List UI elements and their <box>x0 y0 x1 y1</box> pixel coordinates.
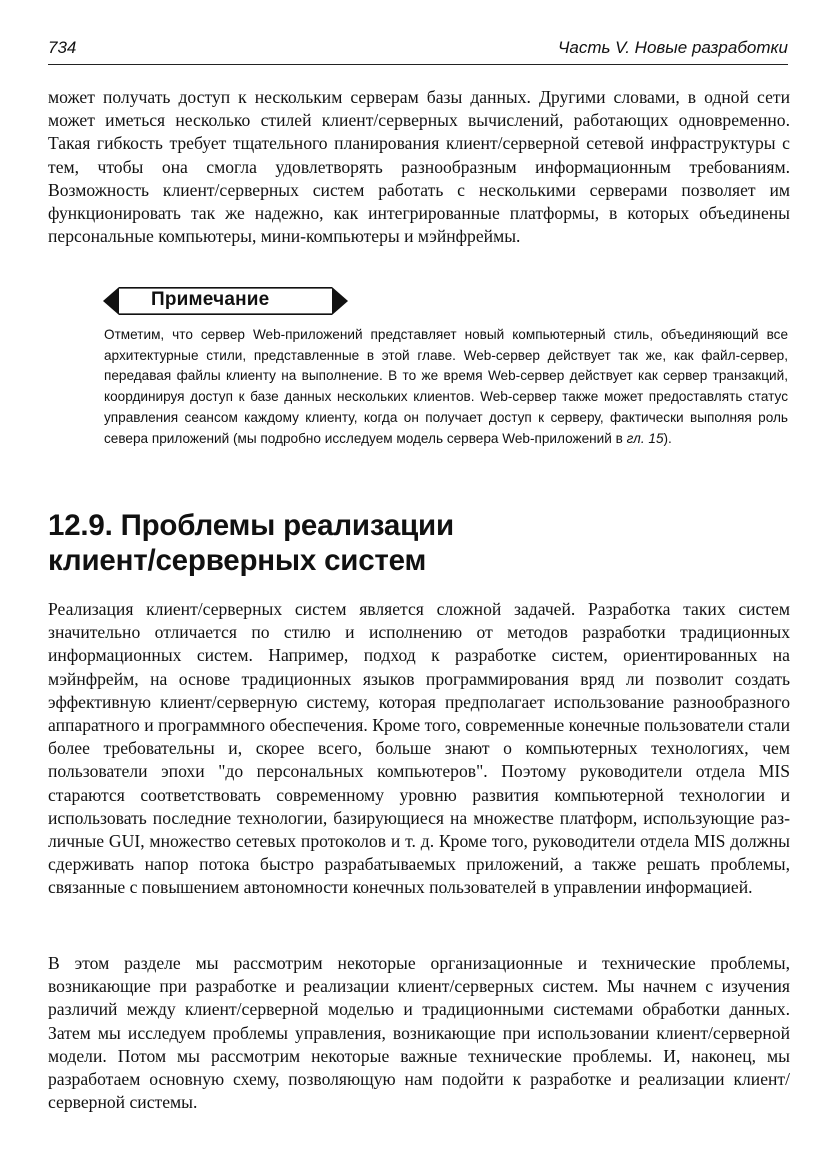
note-label: Примечание <box>151 289 270 310</box>
section-title-line-1: 12.9. Проблемы реализации <box>48 509 454 542</box>
note-text <box>104 325 788 449</box>
chapter-reference: гл. 15 <box>626 430 664 446</box>
intro-paragraph: может получать доступ к нескольким серверам базы данных. Другими словами, в одной сети может иметься несколько стилей клиент/серверных вычислений, работающих одновременно. Такая гибкость требует тщательного планирования клиент/серверной сетевой инфраструктуры с тем, чтобы она смогла удовлетворять разнообразным информационным требованиям. Возможность клиент/серверных систем работать с несколькими серверами позволяет им функционировать так же надежно, как интегрированные платформы, в которых объединены персональные компьютеры, мини-компьютеры и мэйнфреймы. <box>48 87 790 247</box>
page-number: 734 <box>48 38 77 57</box>
note-text-main: Отметим, что сервер Web-приложений представляет новый компьютерный стиль, объединяющий все архитектурные стили, представленные в этой главе. Web-сервер действует так же, как файл-сервер, передавая файлы клиенту на выполнение. В то же время Web-сервер действует как сервер транзакций, координируя доступ к базе данных нескольких клиентов. Web-сервер также может предоставлять статус управления сеансом каждому клиенту, когда он получает доступ к серверу, фактически выполняя роль севера приложений (мы подробно исследуем модель сервера Web-приложений в <box>104 327 788 446</box>
body-paragraph-2: В этом разделе мы рассмотрим некоторые организационные и технические проблемы, возникающие при разработке и реализации клиент/серверных систем. Мы начнем с изучения различий между клиент/серверной моделью и традиционными системами обработки данных. Затем мы исследуем проблемы управления, возникающие при использовании клиент/серверной модели. Потом мы рассмотрим некоторые важные технические проблемы. И, наконец, мы разработаем основную схему, позволяющую нам подойти к разработке и реализации клиент/серверной системы. <box>48 953 790 1113</box>
note-tab <box>103 287 348 315</box>
section-title <box>48 508 788 578</box>
note-text-end: ). <box>663 430 672 446</box>
running-header <box>48 38 788 65</box>
section-title-line-2: клиент/серверных систем <box>48 544 427 577</box>
body-paragraph-1: Реализация клиент/серверных систем является сложной задачей. Разработка таких систем значительно отличается по стилю и исполнению от методов разработки традиционных информационных систем. Например, подход к разработке систем, ориентированных на мэйнфрейм, на основе традиционных языков программирования вряд ли позволит создать эффективную клиент/серверную систему, которая предполагает использование разнообразного аппаратного и программного обеспечения. Кроме того, современные конечные пользователи стали более требовательны и, скорее всего, больше знают о компьютерных технологиях, чем пользователи эпохи "до персональных компьютеров". Поэтому руководители отдела MIS стараются соответствовать современному уровню развития компьютерной технологии и использовать последние технологии, базирующиеся на множестве платформ, использующие различные GUI, множество сетевых протоколов и т. д. Кроме того, руководители отдела MIS должны сдерживать напор потока быстро разрабатываемых приложений, а также решать проблемы, связанные с повышением автономности конечных пользователей в управлении информацией. <box>48 599 790 898</box>
part-title: Часть V. Новые разработки <box>557 38 788 57</box>
